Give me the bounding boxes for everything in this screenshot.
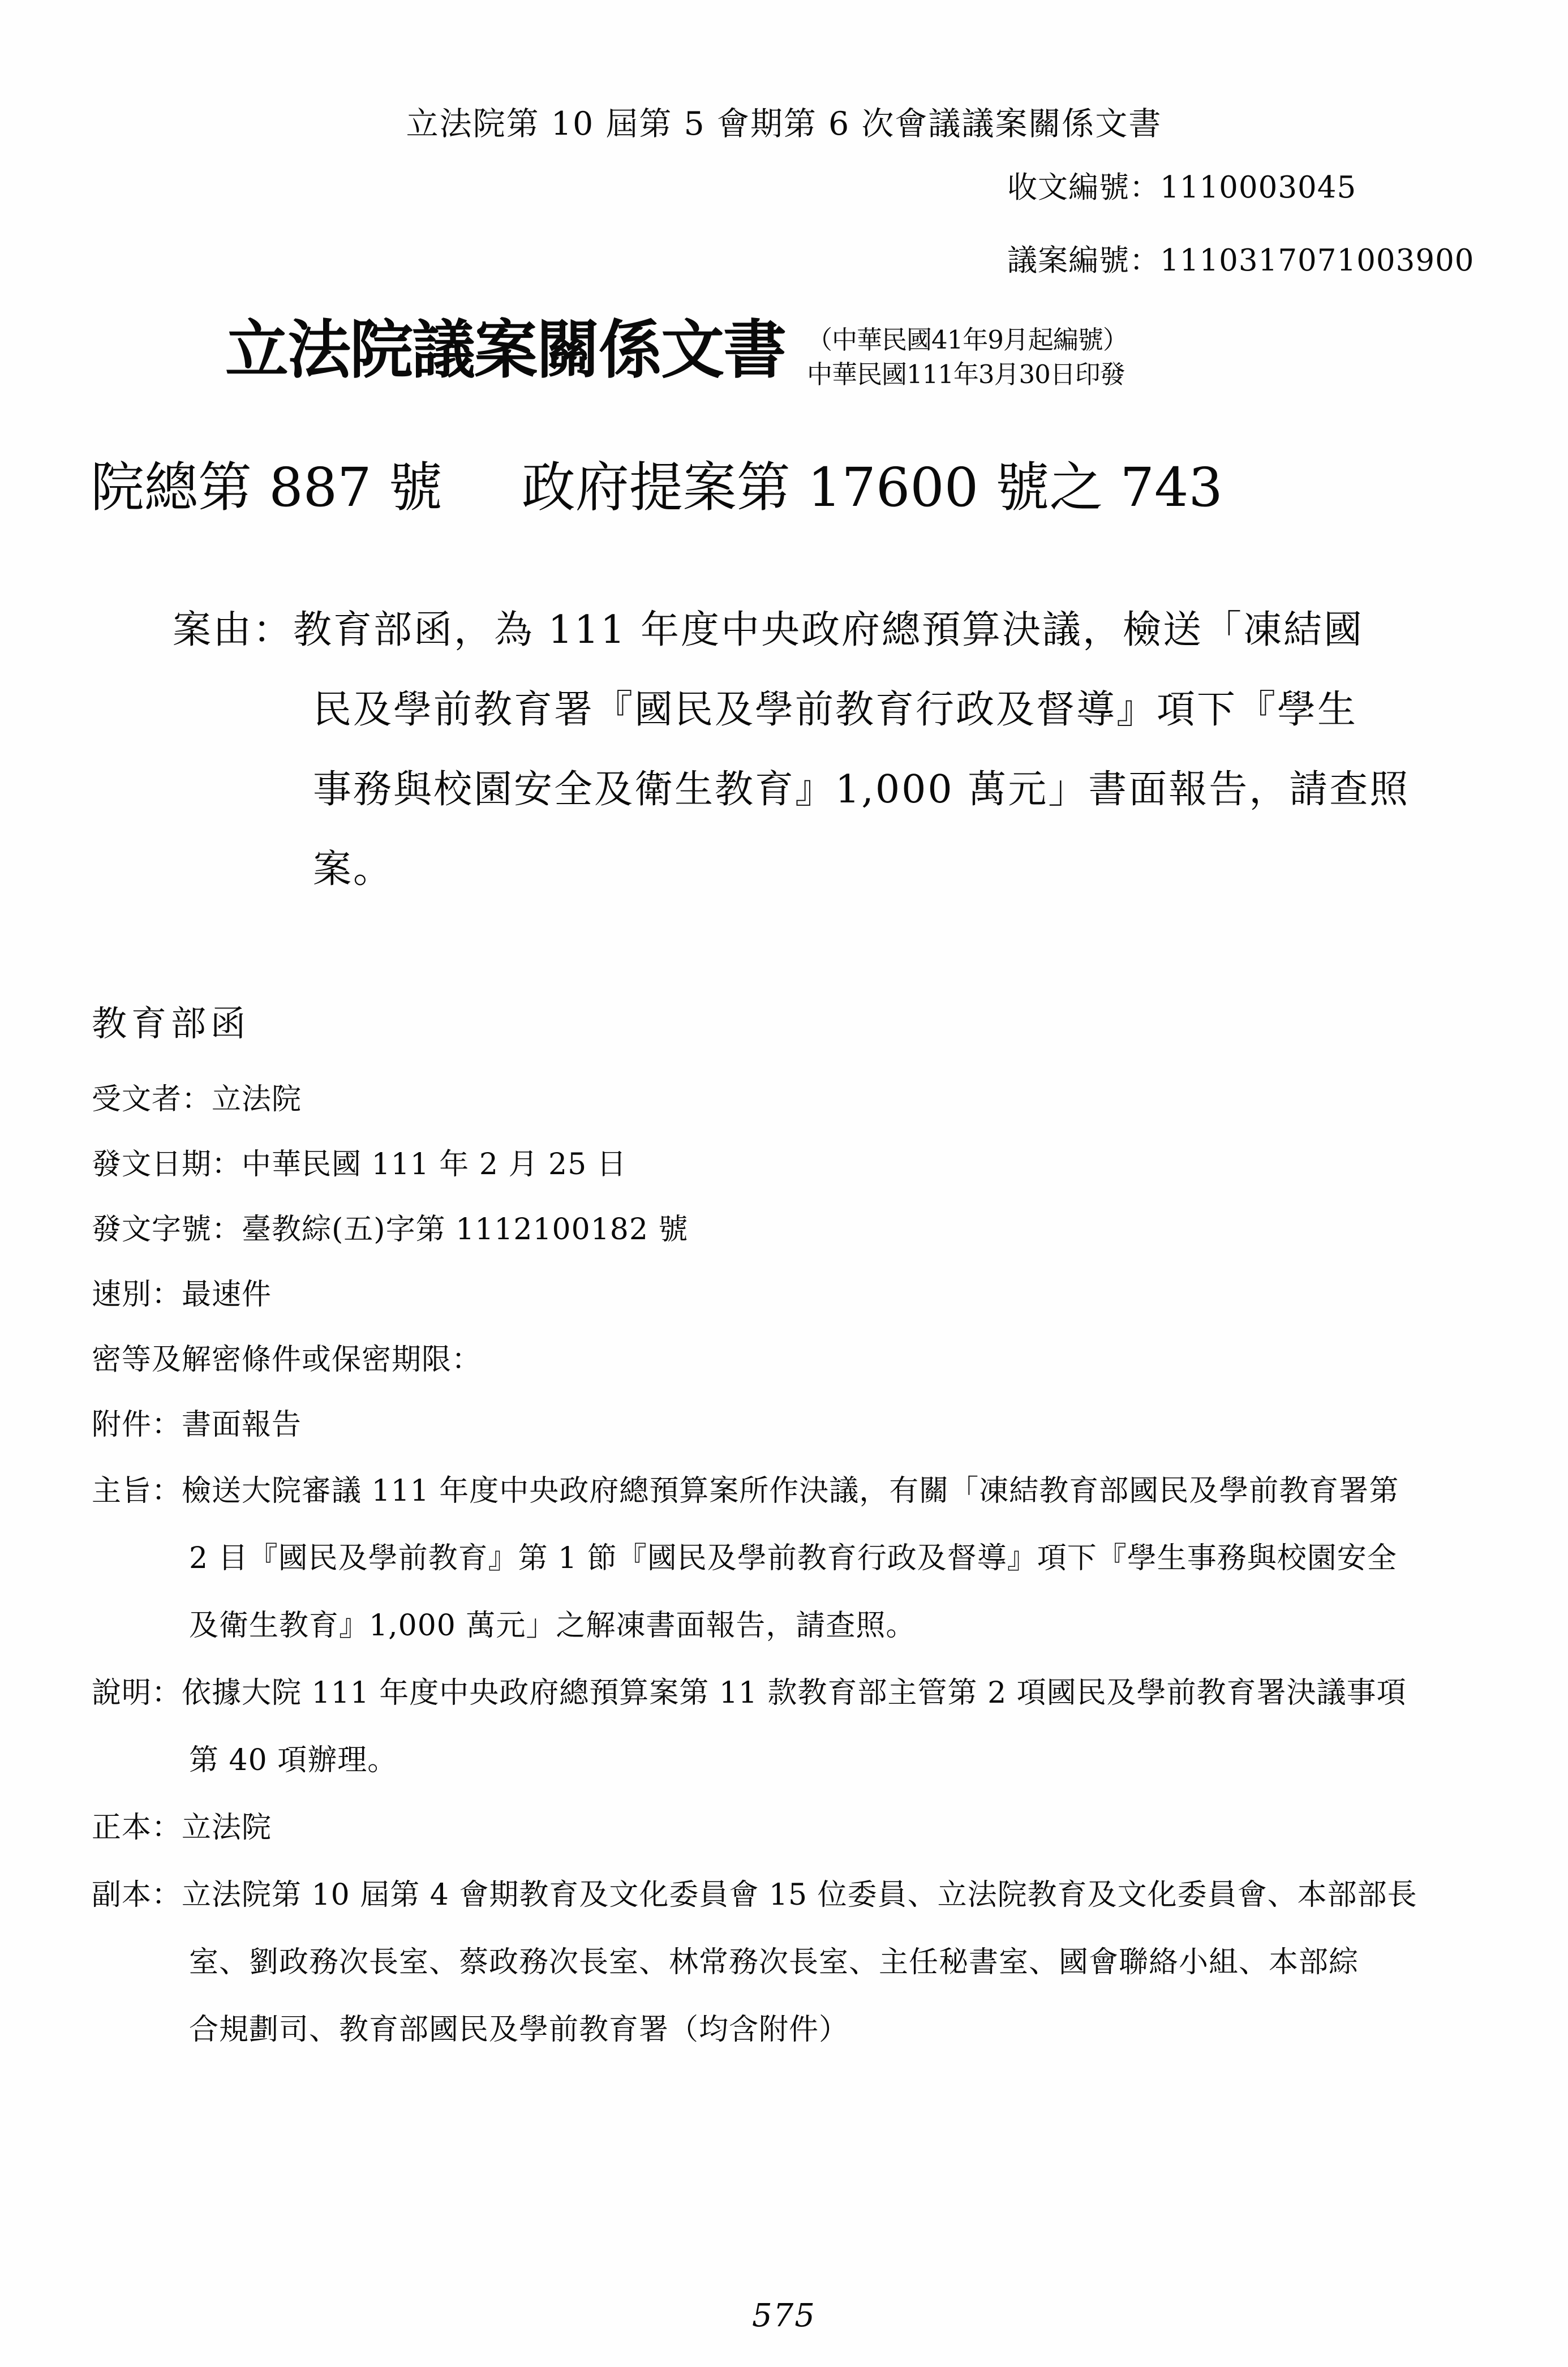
title-row xyxy=(225,311,1568,392)
case-number-row xyxy=(91,456,1568,520)
priority-line: 速別：最速件 xyxy=(92,1277,272,1312)
cc-line: 室、劉政務次長室、蔡政務次長室、林常務次長室、主任秘書室、國會聯絡小組、本部綜 xyxy=(189,1945,1359,1979)
cc-paragraph xyxy=(92,1858,1568,2060)
issue-number-line: 發文字號：臺教綜(五)字第 1112100182 號 xyxy=(92,1212,689,1247)
case-subject-line: 案。 xyxy=(313,847,394,892)
title-note xyxy=(807,323,1128,392)
doc-numbers xyxy=(1007,170,1568,278)
title-note-line-1: （中華民國41年9月起編號） xyxy=(807,325,1128,355)
attachment-line: 附件：書面報告 xyxy=(92,1407,302,1442)
page-number: 575 xyxy=(752,2297,816,2334)
case-subject-line: 民及學前教育署『國民及學前教育行政及督導』項下『學生 xyxy=(313,687,1358,732)
letter-subject-line: 主旨：檢送大院審議 111 年度中央政府總預算案所作決議，有關「凍結教育部國民及學前教育署第 xyxy=(92,1474,1399,1508)
letter-subject-line: 及衛生教育』1,000 萬元」之解凍書面報告，請查照。 xyxy=(189,1608,916,1643)
classification-line: 密等及解密條件或保密期限： xyxy=(92,1342,482,1377)
letter-heading: 教育部函 xyxy=(92,1002,251,1044)
letter-description-line: 說明：依據大院 111 年度中央政府總預算案第 11 款教育部主管第 2 項國民及學前教育署決議事項 xyxy=(92,1676,1407,1710)
receipt-number: 收文編號：1110003045 xyxy=(1007,170,1357,205)
letter-subject-paragraph xyxy=(92,1454,1568,1656)
case-subject-line: 案由：教育部函，為 111 年度中央政府總預算決議，檢送「凍結國 xyxy=(173,607,1364,652)
case-subject-line: 事務與校園安全及衛生教育』1,000 萬元」書面報告，請查照 xyxy=(313,767,1410,812)
original-copy-line: 正本：立法院 xyxy=(92,1810,272,1845)
proposal-number: 政府提案第 17600 號之 743 xyxy=(521,456,1223,519)
title-note-line-2: 中華民國111年3月30日印發 xyxy=(807,359,1125,390)
letter-description-line: 第 40 項辦理。 xyxy=(189,1743,398,1777)
document-title: 立法院議案關係文書 xyxy=(225,313,785,388)
letter-subject-line: 2 目『國民及學前教育』第 1 節『國民及學前教育行政及督導』項下『學生事務與校園安全 xyxy=(189,1541,1397,1575)
cc-line: 合規劃司、教育部國民及學前教育署（均含附件） xyxy=(189,2012,849,2047)
cc-line: 副本：立法院第 10 屆第 4 會期教育及文化委員會 15 位委員、立法院教育及文化委員會、本部部長 xyxy=(92,1878,1417,1912)
council-number: 院總第 887 號 xyxy=(91,456,443,519)
original-copy-block xyxy=(92,1791,1568,1858)
bill-number: 議案編號：1110317071003900 xyxy=(1007,243,1475,278)
case-subject xyxy=(173,587,1568,906)
issue-date-line: 發文日期：中華民國 111 年 2 月 25 日 xyxy=(92,1147,627,1182)
letter-meta xyxy=(92,1064,1568,1454)
session-header: 立法院第 10 屆第 5 會期第 6 次會議議案關係文書 xyxy=(406,105,1162,143)
letter-description-paragraph xyxy=(92,1656,1568,1791)
recipient-line: 受文者：立法院 xyxy=(92,1082,302,1116)
